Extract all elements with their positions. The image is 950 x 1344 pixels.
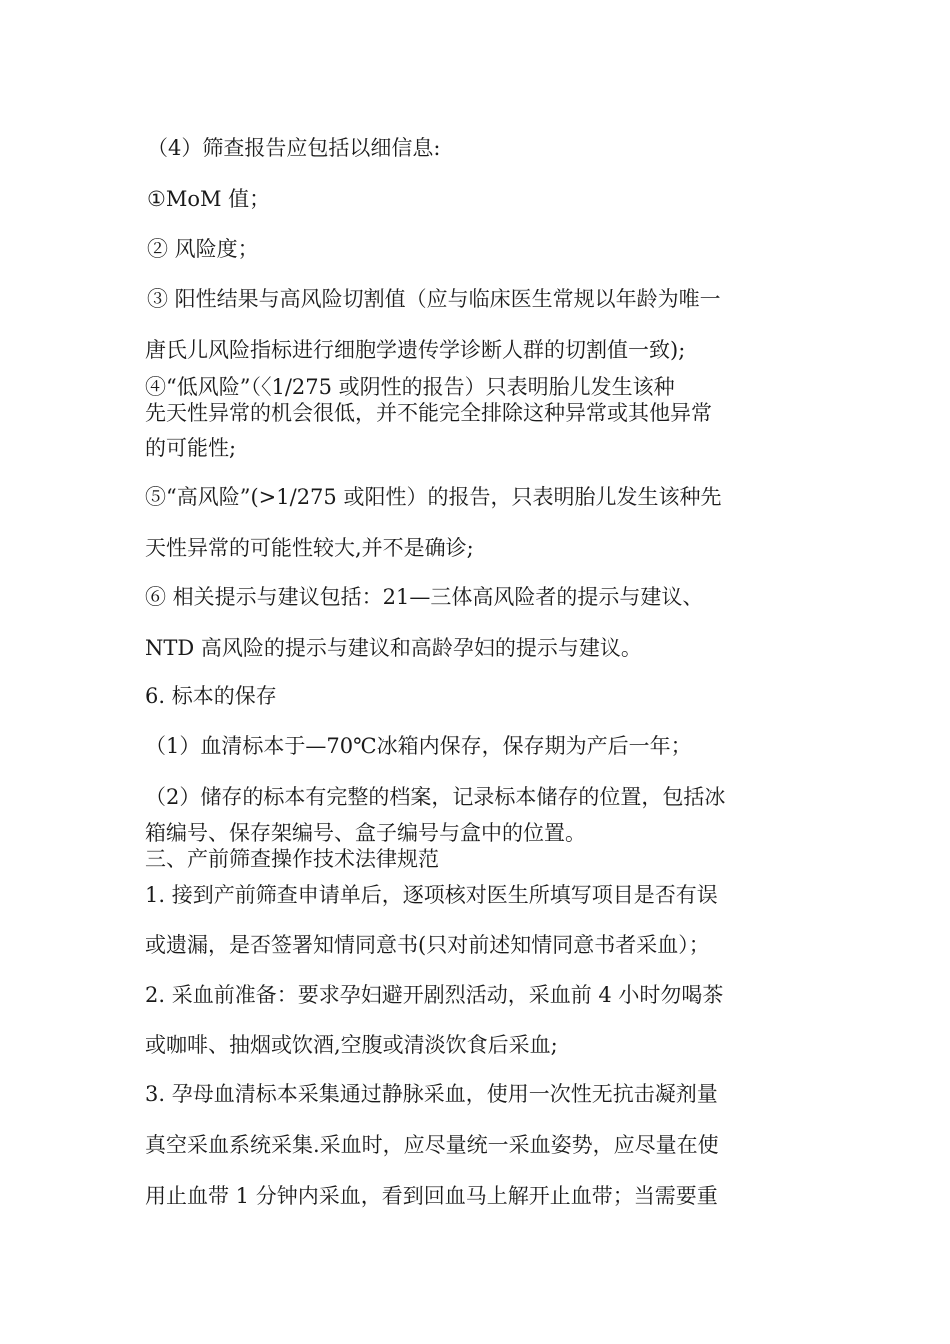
- text-line-22: 3. 孕母血清标本采集通过静脉采血，使用一次性无抗击凝剂量: [145, 1082, 718, 1106]
- text-line-11: ⑥ 相关提示与建议包括：21—三体高风险者的提示与建议、: [145, 585, 704, 609]
- text-line-23: 真空采血系统采集.采血时，应尽量统一采血姿势，应尽量在使: [145, 1133, 719, 1157]
- text-line-16: 箱编号、保存架编号、盒子编号与盒中的位置。: [145, 821, 586, 845]
- text-line-15: （2）储存的标本有完整的档案，记录标本储存的位置，包括冰: [145, 785, 726, 809]
- text-line-2: ①MoM 值；: [147, 187, 271, 211]
- section-heading-6: 6. 标本的保存: [145, 684, 277, 708]
- text-line-24: 用止血带 1 分钟内采血，看到回血马上解开止血带；当需要重: [145, 1184, 718, 1208]
- text-line-21: 或咖啡、抽烟或饮酒,空腹或清淡饮食后采血;: [145, 1033, 558, 1057]
- text-line-6: ④“低风险”（〈1/275 或阴性的报告）只表明胎儿发生该种: [145, 375, 675, 399]
- text-line-5: 唐氏儿风险指标进行细胞学遗传学诊断人群的切割值一致);: [145, 338, 686, 362]
- text-line-20: 2. 采血前准备：要求孕妇避开剧烈活动，采血前 4 小时勿喝茶: [145, 983, 724, 1007]
- text-line-14: （1）血清标本于—70℃冰箱内保存，保存期为产后一年；: [145, 734, 692, 758]
- text-line-3: ② 风险度；: [147, 237, 259, 261]
- text-line-8: 的可能性;: [145, 436, 237, 460]
- text-line-10: 天性异常的可能性较大,并不是确诊;: [145, 536, 474, 560]
- text-line-18: 1. 接到产前筛查申请单后，逐项核对医生所填写项目是否有误: [145, 883, 718, 907]
- text-line-19: 或遗漏，是否签署知情同意书(只对前述知情同意书者采血）；: [145, 933, 710, 957]
- text-line-12: NTD 高风险的提示与建议和高龄孕妇的提示与建议。: [145, 636, 642, 660]
- text-line-4: ③ 阳性结果与高风险切割值（应与临床医生常规以年龄为唯一: [147, 287, 721, 311]
- text-line-1: （4）筛查报告应包括以细信息:: [147, 136, 441, 160]
- section-heading-3: 三、产前筛查操作技术法律规范: [145, 847, 439, 871]
- text-line-7: 先天性异常的机会很低，并不能完全排除这种异常或其他异常: [145, 401, 712, 425]
- text-line-9: ⑤“高风险”(>1/275 或阳性）的报告，只表明胎儿发生该种先: [145, 485, 722, 509]
